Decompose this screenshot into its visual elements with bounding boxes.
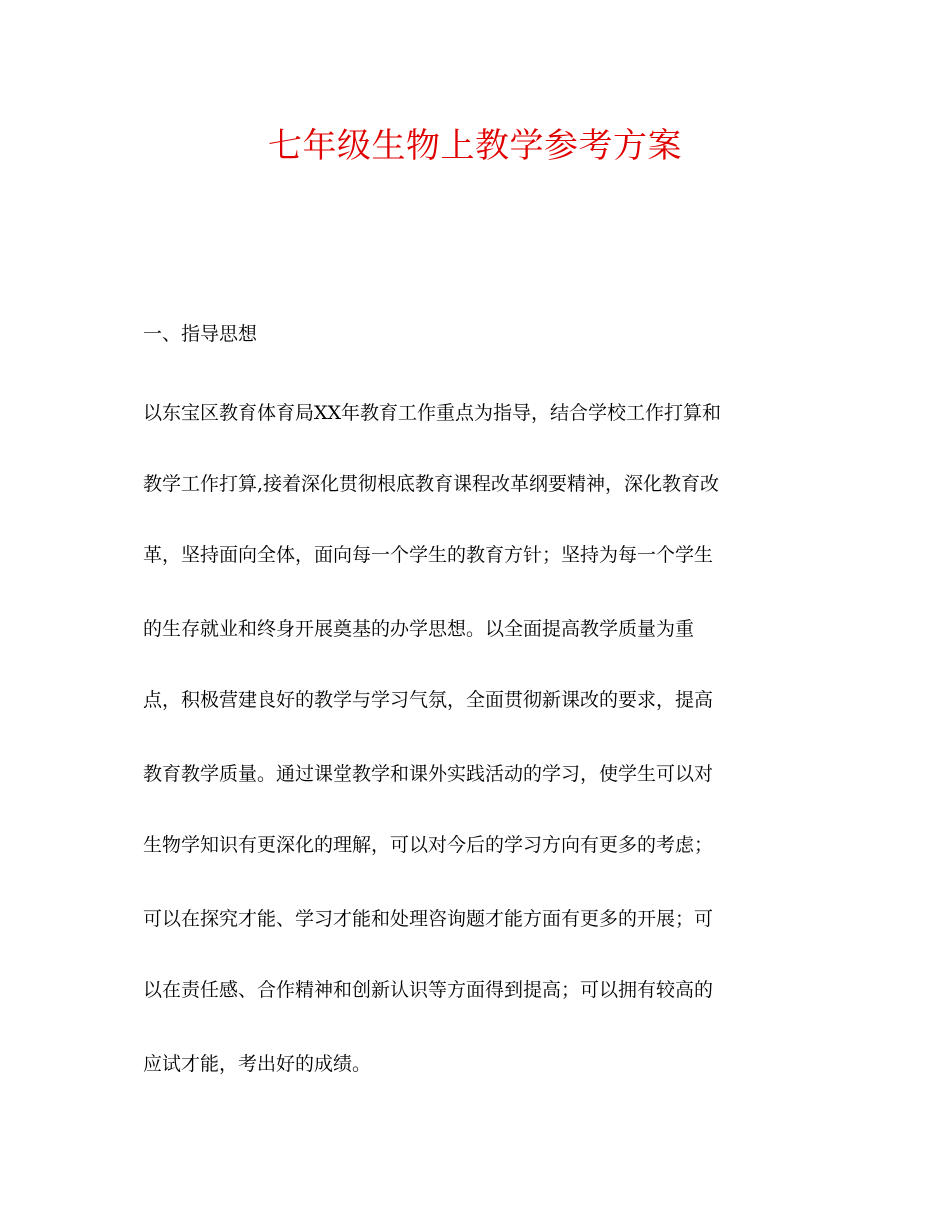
paragraph-line: 教育教学质量。通过课堂教学和课外实践活动的学习，使学生可以对 bbox=[143, 763, 714, 785]
paragraph-line: 生物学知识有更深化的理解，可以对今后的学习方向有更多的考虑； bbox=[143, 834, 714, 856]
paragraph-line: 可以在探究才能、学习才能和处理咨询题才能方面有更多的开展；可 bbox=[143, 908, 714, 930]
paragraph-line: 的生存就业和终身开展奠基的办学思想。以全面提高教学质量为重 bbox=[143, 618, 695, 640]
paragraph-line: 以东宝区教育体育局XX年教育工作重点为指导，结合学校工作打算和 bbox=[143, 402, 722, 424]
section-heading: 一、指导思想 bbox=[143, 323, 258, 345]
document-title: 七年级生物上教学参考方案 bbox=[268, 126, 682, 166]
paragraph-line: 教学工作打算,接着深化贯彻根底教育课程改革纲要精神，深化教育改 bbox=[143, 473, 720, 495]
paragraph-line: 革，坚持面向全体，面向每一个学生的教育方针；坚持为每一个学生 bbox=[143, 544, 714, 566]
paragraph-line: 应试才能，考出好的成绩。 bbox=[143, 1053, 372, 1075]
paragraph-line: 以在责任感、合作精神和创新认识等方面得到提高；可以拥有较高的 bbox=[143, 979, 714, 1001]
paragraph-line: 点，积极营建良好的教学与学习气氛，全面贯彻新课改的要求，提高 bbox=[143, 689, 714, 711]
